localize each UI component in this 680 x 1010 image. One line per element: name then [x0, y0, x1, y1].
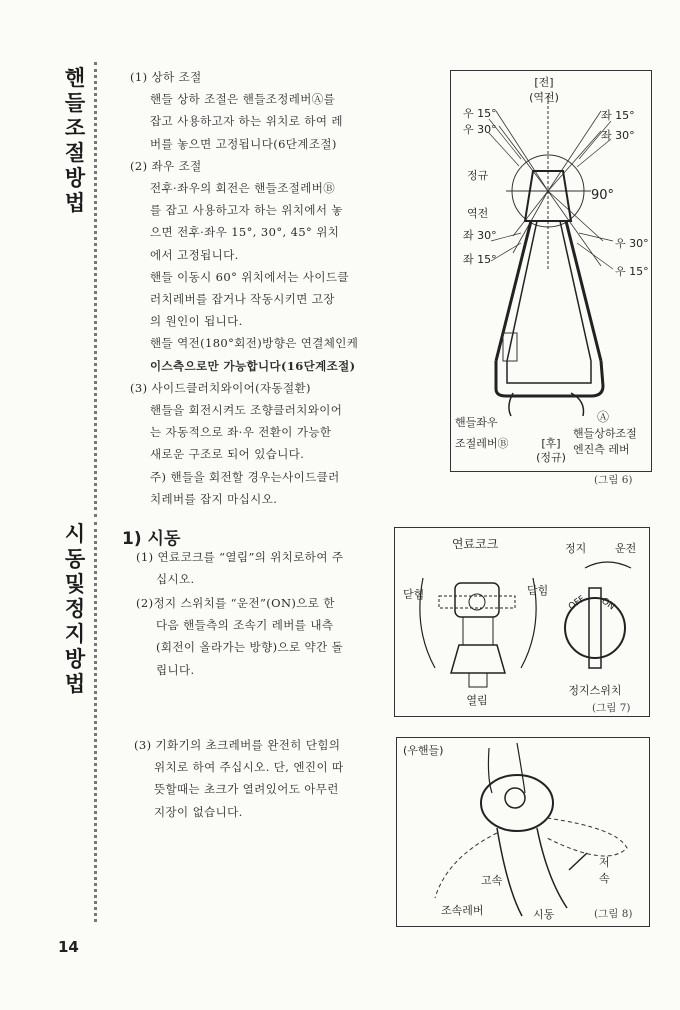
label-stop-switch: 정지스위치	[568, 684, 622, 697]
text-line: 다음 핸들측의 조속기 레버를 내측	[156, 618, 334, 633]
start-text-1	[136, 546, 386, 590]
handle-left-inner	[507, 221, 537, 361]
throttle-lever-diagram	[397, 738, 649, 926]
handle-grip	[496, 361, 603, 396]
handle-right-bar	[566, 221, 601, 361]
label-left15-top: 좌 15°	[601, 109, 635, 122]
handle-adjust-text	[130, 66, 380, 510]
figure-8-throttle-diagram	[396, 737, 650, 927]
label-lever-b-2: 조절레버Ⓑ	[455, 437, 509, 450]
low-speed-arrow	[569, 853, 587, 870]
section-heading-start: 1) 시동	[122, 529, 181, 549]
figure-6-handle-diagram	[450, 70, 652, 472]
side-heading-char: 법	[64, 191, 86, 215]
label-left15-bot: 좌 15°	[463, 253, 497, 266]
text-line: 십시오.	[156, 572, 195, 587]
label-high-speed: 고속	[481, 874, 503, 887]
label-on: ON	[599, 596, 617, 613]
label-left30-bot: 좌 30°	[463, 229, 497, 242]
text-line: 핸들 역전(180°회전)방향은 연결체인케	[150, 336, 359, 351]
label-right15-bot: 우 15°	[615, 265, 649, 278]
side-heading-char: 방	[64, 166, 86, 190]
start-text-3	[134, 734, 384, 823]
label-reversed: 역전	[467, 207, 489, 220]
text-line: 립니다.	[156, 662, 195, 677]
label-rear: [후]	[541, 437, 561, 450]
figure-7-caption: (그림 7)	[592, 702, 631, 714]
text-line: (회전이 올라가는 방향)으로 약간 돌	[156, 640, 344, 655]
label-lever-a-2: 엔진측 레버	[573, 443, 630, 456]
angle-line	[496, 111, 548, 191]
side-heading-char: 방	[64, 647, 86, 671]
text-line: 지장이 없습니다.	[154, 804, 243, 819]
text-line: 새로운 구조로 되어 있습니다.	[150, 447, 305, 462]
side-heading-char: 절	[64, 141, 86, 165]
angle-line	[548, 131, 601, 191]
label-closed-left: 닫힘	[403, 588, 425, 601]
fuel-cock-body	[455, 583, 499, 617]
label-lever-a-1: 핸들상하조절	[573, 427, 637, 440]
item3-title: (3) 사이드클러치와이어(자동절환)	[130, 380, 311, 395]
text-line: (1) 연료코크를 “열림”의 위치로하여 주	[136, 550, 344, 564]
label-front: [전]	[534, 76, 554, 89]
side-heading-char: 및	[64, 572, 86, 596]
label-closed-right: 닫힘	[527, 584, 549, 597]
side-heading-char: 동	[64, 547, 86, 571]
throttle-knob	[505, 788, 525, 808]
fuel-cock-lever-dashed	[439, 596, 515, 608]
side-heading-handle	[60, 66, 90, 216]
start-text-2	[136, 592, 386, 681]
label-left30-top: 좌 30°	[601, 129, 635, 142]
label-right-handle: (우핸들)	[403, 744, 444, 757]
label-run: 운전	[615, 542, 637, 555]
text-line: 핸들 상하 조절은 핸들조정레버Ⓐ를	[150, 92, 336, 107]
handle-right-inner	[560, 221, 591, 361]
figure-8-caption: (그림 8)	[594, 908, 633, 920]
item3-body	[130, 399, 380, 510]
item1-body	[130, 88, 380, 155]
side-heading-start-stop	[60, 522, 90, 697]
text-line: 의 원인이 됩니다.	[150, 314, 243, 329]
text-line: 으면 전후·좌우 15°, 30°, 45° 위치	[150, 225, 340, 240]
text-line: 치레버를 잡지 마십시오.	[150, 491, 278, 506]
text-line: 전후·좌우의 회전은 핸들조절레버Ⓑ	[150, 181, 336, 196]
side-dotted-rule	[94, 522, 97, 922]
label-open: 열림	[466, 694, 488, 707]
label-normal: 정규	[467, 169, 489, 182]
text-line: 이스측으로만 가능합니다(16단계조절)	[150, 358, 356, 373]
text-line: 핸들을 회전시켜도 조향클러치와이어	[150, 403, 343, 418]
text-line: 에서 고정됩니다.	[150, 247, 239, 262]
label-reverse: (역전)	[529, 91, 559, 104]
label-lever-b-1: 핸들좌우	[455, 416, 498, 429]
fuel-cock-bowl	[451, 645, 505, 673]
handle-left-bar	[496, 221, 531, 361]
side-heading-char: 법	[64, 672, 86, 696]
fuel-cock-and-switch	[395, 528, 649, 716]
text-line: 주) 핸들을 회전할 경우는사이드클러	[150, 469, 340, 484]
label-throttle-lever: 조속레버	[441, 904, 484, 917]
label-rear-normal: (정규)	[536, 451, 566, 464]
text-line: 뜻할때는 초크가 열려있어도 아무런	[154, 782, 339, 797]
label-lever-a-mark: Ⓐ	[597, 410, 610, 424]
label-low-speed-2: 속	[599, 872, 610, 885]
text-line: (3) 기화기의 초크레버를 완전히 단힘의	[134, 738, 341, 752]
text-line: (2)정지 스위치를 “운전”(ON)으로 한	[136, 596, 335, 610]
figure-6-caption: (그림 6)	[594, 474, 633, 486]
label-start: 시동	[533, 908, 555, 921]
item1-title: (1) 상하 조절	[130, 70, 202, 84]
handle-angle-diagram	[451, 71, 651, 471]
handle-bar-line	[517, 743, 525, 793]
angle-line	[513, 191, 548, 236]
stop-switch-toggle	[589, 588, 601, 668]
fuel-cock-drain	[469, 673, 487, 687]
item2-body	[130, 177, 380, 377]
high-speed-dashed	[435, 833, 497, 898]
label-right15-top: 우 15°	[463, 107, 497, 120]
item2-title: (2) 좌우 조절	[130, 158, 202, 173]
side-heading-char: 들	[64, 91, 86, 115]
angle-line	[499, 126, 548, 191]
label-low-speed-1: 저	[599, 856, 610, 869]
figure-7-fuel-cock-diagram	[394, 527, 650, 717]
side-heading-char: 지	[64, 622, 86, 646]
lever-shaft	[497, 828, 522, 916]
handle-grip-inner	[507, 361, 591, 383]
lever-shaft	[537, 828, 567, 908]
low-speed-dashed	[547, 818, 627, 856]
text-line: 는 자동적으로 좌·우 전환이 가능한	[150, 425, 332, 440]
angle-line	[548, 111, 601, 191]
side-heading-char: 조	[64, 116, 86, 140]
side-heading-char: 시	[64, 522, 86, 546]
text-line: 잡고 사용하고자 하는 위치로 하여 레	[150, 114, 343, 129]
side-heading-char: 정	[64, 597, 86, 621]
label-fuel-cock: 연료코크	[451, 537, 499, 551]
page-number: 14	[58, 938, 79, 956]
label-stop: 정지	[565, 542, 587, 555]
switch-direction-arrow	[585, 562, 631, 568]
fuel-cock-stem	[463, 617, 493, 645]
text-line: 핸들 이동시 60° 위치에서는 사이드클	[150, 269, 349, 284]
side-heading-char: 핸	[64, 66, 86, 90]
side-dotted-rule	[94, 62, 97, 517]
text-line: 를 잡고 사용하고자 하는 위치에서 놓	[150, 203, 343, 218]
label-off: OFF	[566, 594, 588, 613]
throttle-housing	[481, 775, 553, 831]
label-90deg: 90°	[591, 188, 615, 203]
label-right30-bot: 우 30°	[615, 237, 649, 250]
text-line: 위치로 하여 주십시오. 단, 엔진이 따	[154, 760, 344, 775]
text-line: 러치레버를 잡거나 작동시키면 고장	[150, 292, 335, 307]
text-line: 버를 놓으면 고정됩니다(6단계조절)	[150, 136, 337, 151]
label-right30-top: 우 30°	[463, 123, 497, 136]
